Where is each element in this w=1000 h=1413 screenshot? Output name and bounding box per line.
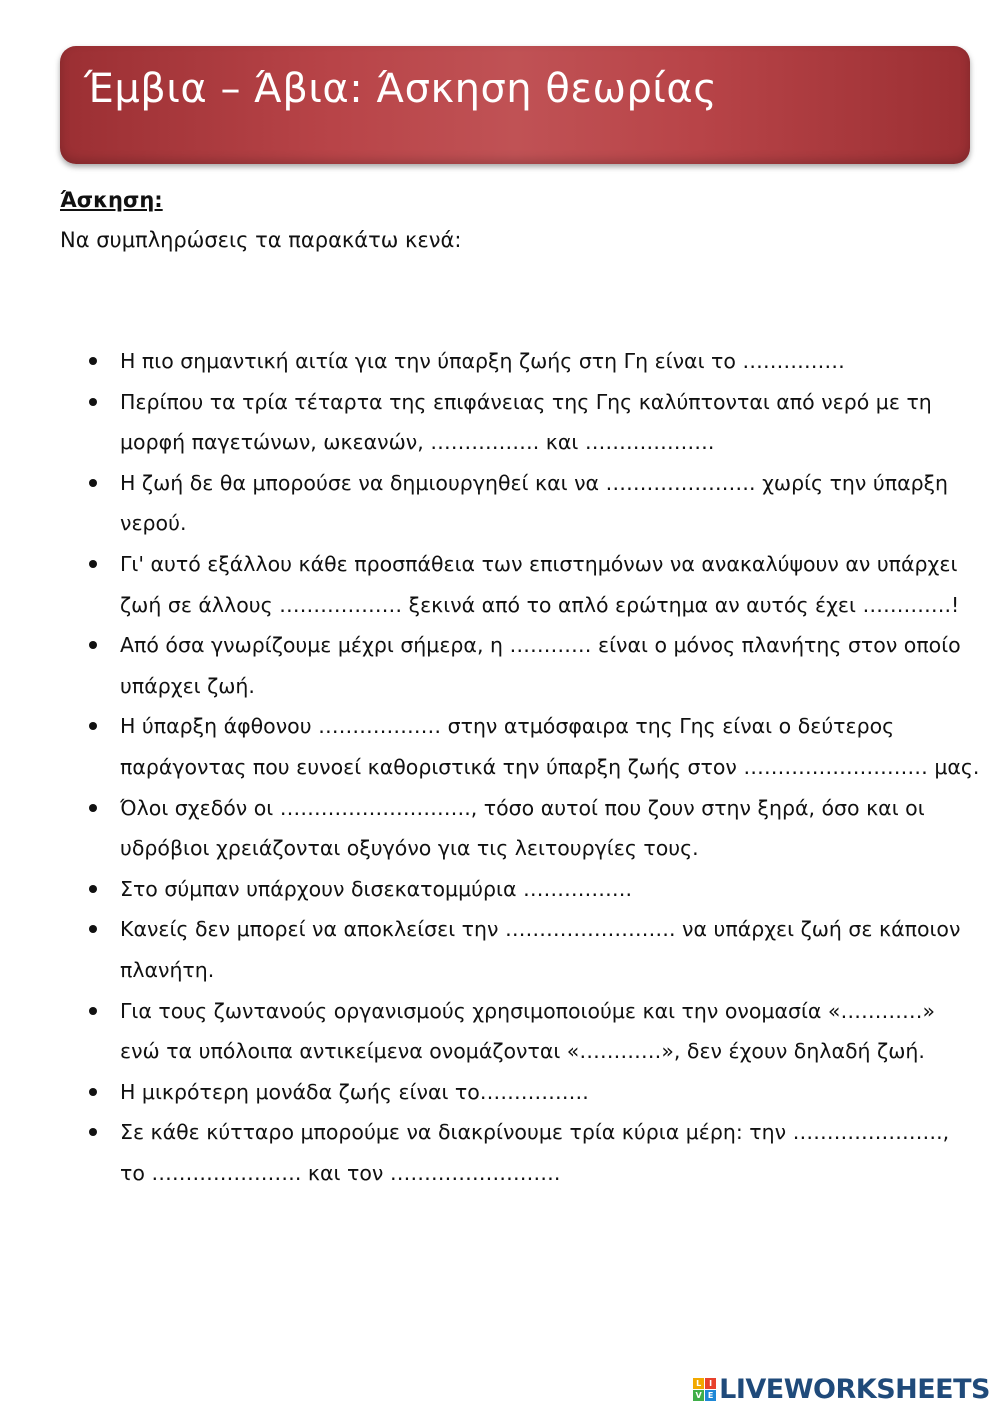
list-item: Η ύπαρξη άφθονου ……………… στην ατμόσφαιρα της Γης είναι ο δεύτερος παράγοντας που ευνοεί καθοριστικά την ύπαρξη ζωής στον ……………………… μας.: [120, 706, 980, 787]
list-item: Σε κάθε κύτταρο μπορούμε να διακρίνουμε τρία κύρια μέρη: την …………………., το …………………. και τον …………………….: [120, 1112, 980, 1193]
list-item: Στο σύμπαν υπάρχουν δισεκατομμύρια …………….: [120, 869, 980, 910]
title-banner: [60, 46, 970, 164]
logo-letter-l: L: [693, 1378, 704, 1389]
list-item: Περίπου τα τρία τέταρτα της επιφάνειας της Γης καλύπτονται από νερό με τη μορφή παγετώνων, ωκεανών, ……………. και ……………….: [120, 382, 980, 463]
logo-letter-v: V: [693, 1390, 704, 1401]
list-item: Κανείς δεν μπορεί να αποκλείσει την ……………………. να υπάρχει ζωή σε κάποιον πλανήτη.: [120, 909, 980, 990]
logo-text: LIVEWORKSHEETS: [719, 1374, 990, 1405]
fill-in-list: [86, 341, 980, 1193]
exercise-label: Άσκηση:: [60, 188, 163, 212]
logo-letter-e: E: [705, 1390, 716, 1401]
list-item: Για τους ζωντανούς οργανισμούς χρησιμοποιούμε και την ονομασία «…………» ενώ τα υπόλοιπα αντικείμενα ονομάζονται «…………», δεν έχουν δηλαδή ζωή.: [120, 991, 980, 1072]
exercise-instruction: Να συμπληρώσεις τα παρακάτω κενά:: [60, 228, 462, 252]
logo-mark-icon: [693, 1378, 716, 1401]
list-item: Η μικρότερη μονάδα ζωής είναι το…………….: [120, 1072, 980, 1113]
list-item: Η πιο σημαντική αιτία για την ύπαρξη ζωής στη Γη είναι το ……………: [120, 341, 980, 382]
list-item: Όλοι σχεδόν οι ………………………., τόσο αυτοί που ζουν στην ξηρά, όσο και οι υδρόβιοι χρειάζονται οξυγόνο για τις λειτουργίες τους.: [120, 788, 980, 869]
logo-letter-i: I: [705, 1378, 716, 1389]
page-title: Έμβια – Άβια: Άσκηση θεωρίας: [84, 66, 718, 112]
list-item: Γι' αυτό εξάλλου κάθε προσπάθεια των επιστημόνων να ανακαλύψουν αν υπάρχει ζωή σε άλλους ……………… ξεκινά από το απλό ερώτημα αν αυτός έχει ………….!: [120, 544, 980, 625]
liveworksheets-logo[interactable]: [693, 1374, 990, 1405]
list-item: Από όσα γνωρίζουμε μέχρι σήμερα, η ………… είναι ο μόνος πλανήτης στον οποίο υπάρχει ζωή.: [120, 625, 980, 706]
list-item: Η ζωή δε θα μπορούσε να δημιουργηθεί και να …………………. χωρίς την ύπαρξη νερού.: [120, 463, 980, 544]
